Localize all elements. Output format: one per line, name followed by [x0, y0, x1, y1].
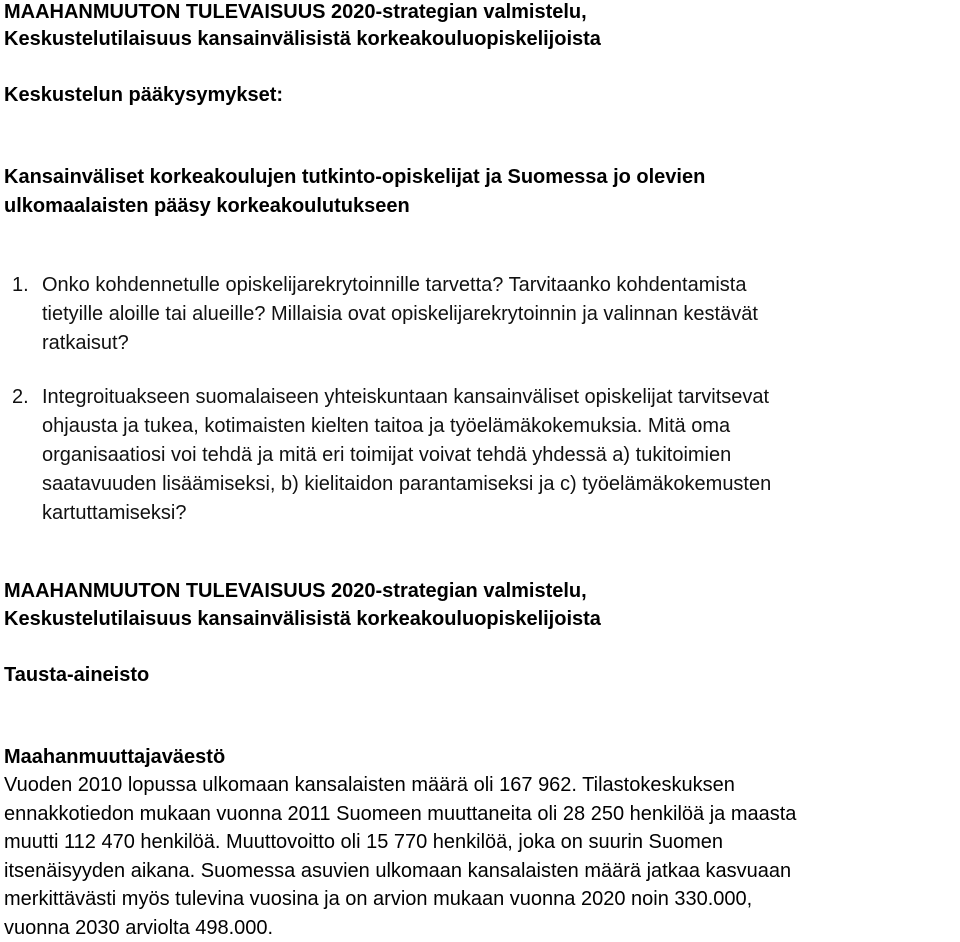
discussion-questions-heading: Keskustelun pääkysymykset:	[4, 80, 283, 110]
population-line-4: itsenäisyyden aikana. Suomessa asuvien ulkomaan kansalaisten määrä jatkaa kasvuaan	[4, 857, 956, 886]
question-1-line-3: ratkaisut?	[42, 328, 129, 358]
question-1-line-1: Onko kohdennetulle opiskelijarekrytoinnille tarvetta? Tarvitaanko kohdentamista	[42, 270, 746, 300]
question-2-line-5: kartuttamiseksi?	[42, 498, 187, 528]
question-1-line-2: tietyille aloille tai alueille? Millaisia ovat opiskelijarekrytoinnin ja valinnan kestävät	[42, 299, 758, 329]
question-2-line-2: ohjausta ja tukea, kotimaisten kielten taitoa ja työelämäkokemuksia. Mitä oma	[42, 411, 730, 441]
document-title-line-2: Keskustelutilaisuus kansainvälisistä korkeakouluopiskelijoista	[4, 24, 601, 54]
topic-heading-line-1: Kansainväliset korkeakoulujen tutkinto-opiskelijat ja Suomessa jo olevien	[4, 162, 705, 192]
question-2-line-3: organisaatiosi voi tehdä ja mitä eri toimijat voivat tehdä yhdessä a) tukitoimien	[42, 440, 731, 470]
population-line-6: vuonna 2030 arviolta 498.000.	[4, 914, 956, 942]
background-title-line-2: Keskustelutilaisuus kansainvälisistä korkeakouluopiskelijoista	[4, 604, 601, 634]
background-material-heading: Tausta-aineisto	[4, 660, 149, 690]
population-line-5: merkittävästi myös tulevina vuosina ja on arvion mukaan vuonna 2020 noin 330.000,	[4, 885, 956, 914]
question-1-number: 1.	[12, 270, 29, 300]
population-line-2: ennakkotiedon mukaan vuonna 2011 Suomeen muuttaneita oli 28 250 henkilöä ja maasta	[4, 800, 956, 829]
immigrant-population-paragraph	[4, 771, 956, 942]
immigrant-population-heading: Maahanmuuttajaväestö	[4, 742, 225, 772]
population-line-3: muutti 112 470 henkilöä. Muuttovoitto oli 15 770 henkilöä, joka on suurin Suomen	[4, 828, 956, 857]
question-2-line-4: saatavuuden lisäämiseksi, b) kielitaidon parantamiseksi ja c) työelämäkokemusten	[42, 469, 771, 499]
topic-heading-line-2: ulkomaalaisten pääsy korkeakoulutukseen	[4, 191, 410, 221]
document-title-line-1: MAAHANMUUTON TULEVAISUUS 2020-strategian valmistelu,	[4, 0, 587, 27]
population-line-1: Vuoden 2010 lopussa ulkomaan kansalaisten määrä oli 167 962. Tilastokeskuksen	[4, 771, 956, 800]
question-2-line-1: Integroituakseen suomalaiseen yhteiskuntaan kansainväliset opiskelijat tarvitsevat	[42, 382, 769, 412]
question-2-number: 2.	[12, 382, 29, 412]
background-title-line-1: MAAHANMUUTON TULEVAISUUS 2020-strategian valmistelu,	[4, 576, 587, 606]
